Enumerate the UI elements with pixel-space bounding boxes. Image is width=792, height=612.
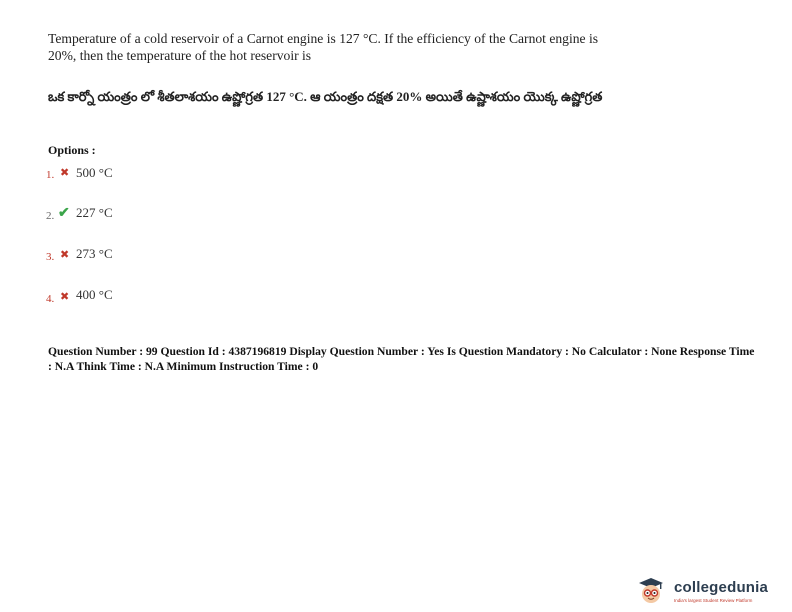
cross-icon: ✖ (60, 249, 70, 261)
options-label: Options : (48, 143, 96, 157)
question-text-english: Temperature of a cold reservoir of a Carnot engine is 127 °C. If the efficiency of the Carnot engine is 20%, then the temperature of the hot reservoir is (48, 31, 599, 63)
option-number: 3. (46, 251, 55, 263)
option-number: 4. (46, 293, 55, 305)
graduate-mascot-icon (636, 576, 666, 606)
collegedunia-logo (636, 576, 786, 606)
option-text: 227 °C (76, 205, 113, 220)
option-text: 400 °C (76, 287, 113, 302)
option-number: 1. (46, 169, 55, 181)
question-text-telugu: ఒక కార్నో యంత్రం లో శీతలాశయం ఉష్ణోగ్రత 127 °C. ఆ యంత్రం దక్షత 20% అయితే ఉష్ణాశయం యొక్క ఉష్ణోగ్రత (48, 89, 603, 104)
logo-tagline: India's largest Student Review Platform (674, 598, 753, 603)
option-text: 500 °C (76, 165, 113, 180)
option-number: 2. (46, 210, 55, 222)
option-text: 273 °C (76, 246, 113, 261)
check-icon: ✔ (58, 206, 70, 221)
cross-icon: ✖ (60, 167, 70, 179)
logo-wordmark: collegedunia (674, 579, 769, 596)
cross-icon: ✖ (60, 291, 70, 303)
question-metadata: Question Number : 99 Question Id : 4387196819 Display Question Number : Yes Is Question Mandatory : No Calculator : None Response Time : N.A Think Time : N.A Minimum Instruction Time : 0 (48, 345, 755, 373)
